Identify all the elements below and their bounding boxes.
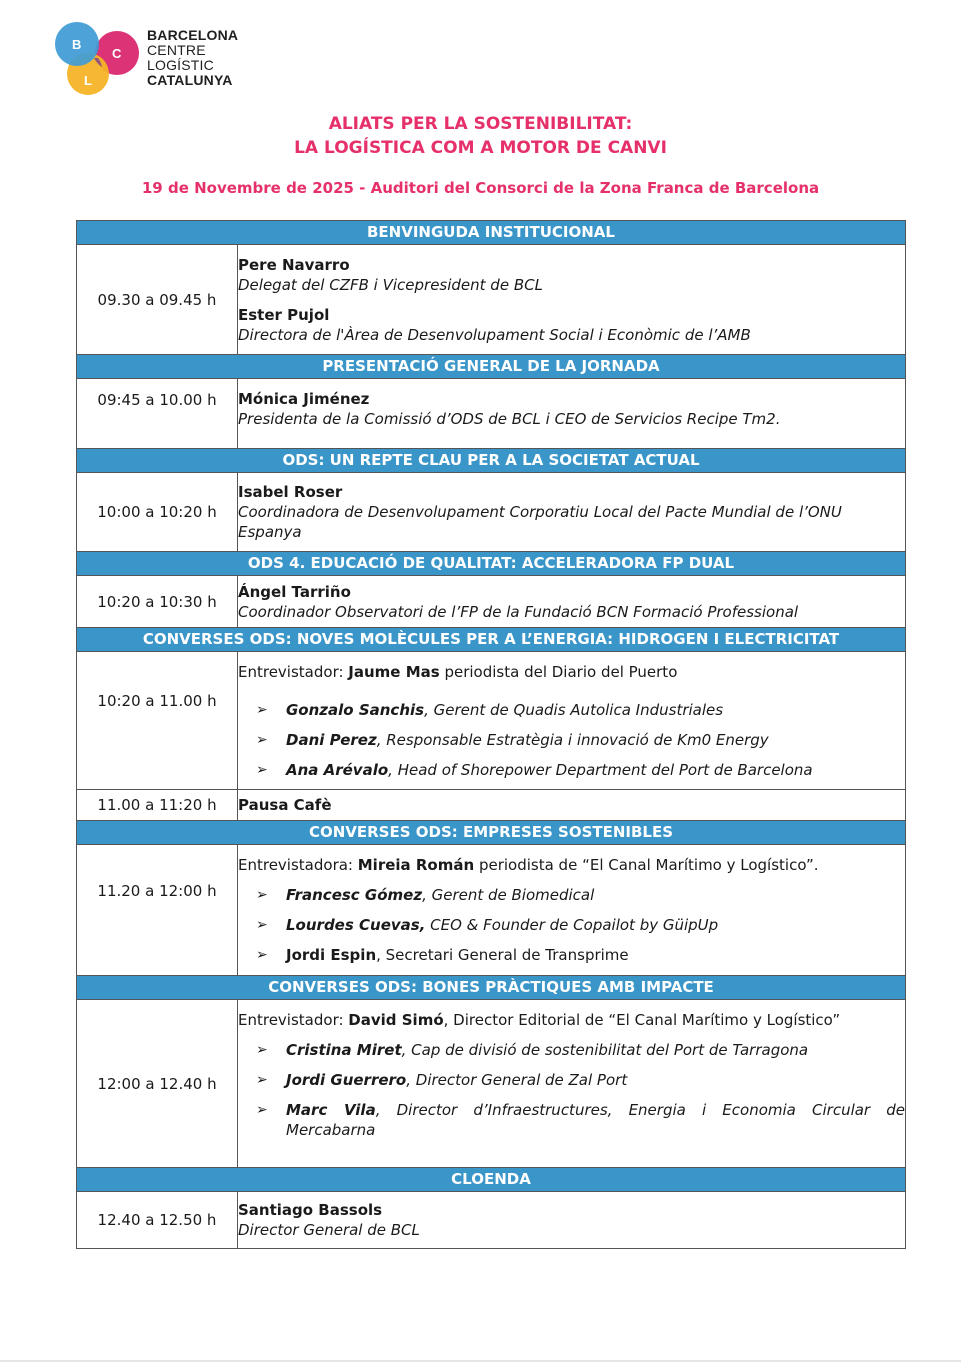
panelist-role: , Director General de Zal Port (406, 1071, 628, 1089)
session-content (238, 1000, 906, 1168)
event-title-line-1: ALIATS PER LA SOSTENIBILITAT: (328, 114, 633, 134)
session-row (77, 652, 906, 790)
session-time: 10:20 a 10:30 h (77, 576, 238, 628)
bcl-logo (50, 22, 250, 102)
panelist-item (256, 885, 905, 905)
session-row (77, 845, 906, 976)
panelist-role: CEO & Founder de Copailot by GüipUp (425, 916, 719, 934)
program-table (76, 220, 906, 1249)
interviewer-name: Mireia Román (357, 856, 475, 874)
panelist-role: , Head of Shorepower Department del Port de Barcelona (388, 761, 813, 779)
session-content (238, 1192, 906, 1249)
interviewer-line (238, 662, 905, 682)
section-header-row (77, 1168, 906, 1192)
section-title-ods4: ODS 4. EDUCACIÓ DE QUALITAT: ACCELERADORA FP DUAL (77, 552, 906, 576)
session-content (238, 845, 906, 976)
speaker-role: Presidenta de la Comissió d’ODS de BCL i CEO de Servicios Recipe Tm2. (238, 410, 781, 428)
panelist-item (256, 760, 905, 780)
session-row (77, 1192, 906, 1249)
arrow-bullet-icon: ➢ (256, 917, 268, 933)
panelist-name: Jordi Espin (286, 946, 377, 964)
event-title-line-2: LA LOGÍSTICA COM A MOTOR DE CANVI (294, 138, 667, 158)
panelist-role: , Secretari General de Transprime (376, 946, 629, 964)
panelist-role: , Director d’Infraestructures, Energia i Economia Circular de Mercabarna (286, 1101, 905, 1139)
session-time: 10:00 a 10:20 h (77, 473, 238, 552)
event-date-venue: 19 de Novembre de 2025 - Auditori del Consorci de la Zona Franca de Barcelona (141, 179, 820, 197)
panelist-item (256, 700, 905, 720)
arrow-bullet-icon: ➢ (256, 1072, 268, 1088)
panelist-name: Gonzalo Sanchis (286, 701, 425, 719)
bcl-logo-circles (50, 22, 145, 102)
interviewer-affiliation: periodista del Diario del Puerto (439, 663, 678, 681)
session-row (77, 473, 906, 552)
session-time: 10:20 a 11.00 h (77, 652, 238, 790)
session-content (238, 473, 906, 552)
session-row (77, 1000, 906, 1168)
interviewer-name: Jaume Mas (348, 663, 440, 681)
logo-letter-c: C (112, 46, 122, 61)
break-time: 11.00 a 11:20 h (77, 790, 238, 821)
break-content (238, 790, 906, 821)
speaker-name: Isabel Roser (238, 483, 343, 501)
section-header-row (77, 628, 906, 652)
section-header-row (77, 355, 906, 379)
speaker-name: Ester Pujol (238, 305, 330, 324)
section-header-row (77, 449, 906, 473)
panelist-role: , Gerent de Quadis Autolica Industriales (424, 701, 724, 719)
arrow-bullet-icon: ➢ (256, 1042, 268, 1058)
speaker-role: Delegat del CZFB i Vicepresident de BCL (238, 275, 543, 294)
panelist-role: , Gerent de Biomedical (422, 886, 595, 904)
session-content (238, 379, 906, 449)
break-row (77, 790, 906, 821)
logo-letter-b: B (72, 37, 82, 52)
section-title-benvinguda: BENVINGUDA INSTITUCIONAL (77, 221, 906, 245)
panelist-name: Ana Arévalo (286, 761, 389, 779)
arrow-bullet-icon: ➢ (256, 947, 268, 963)
panelist-item (256, 730, 905, 750)
arrow-bullet-icon: ➢ (256, 732, 268, 748)
speaker-name: Ángel Tarriño (238, 582, 351, 601)
section-title-empreses-sostenibles: CONVERSES ODS: EMPRESES SOSTENIBLES (77, 821, 906, 845)
speaker-name: Mónica Jiménez (238, 390, 370, 408)
arrow-bullet-icon: ➢ (256, 702, 268, 718)
panelist-name: Francesc Gómez (286, 886, 423, 904)
panelist-name: Marc Vila (286, 1101, 376, 1119)
logo-line-logistic: LOGÍSTIC (147, 57, 214, 73)
panelist-role: , Responsable Estratègia i innovació de Km0 Energy (376, 731, 769, 749)
logo-letter-l: L (84, 73, 92, 88)
session-time: 12:00 a 12.40 h (77, 1000, 238, 1168)
panelist-role: , Cap de divisió de sostenibilitat del Port de Tarragona (401, 1041, 809, 1059)
logo-line-barcelona: BARCELONA (147, 27, 239, 43)
section-header-row (77, 221, 906, 245)
panelist-item (256, 945, 905, 965)
arrow-bullet-icon: ➢ (256, 887, 268, 903)
interviewer-prefix: Entrevistadora: (238, 856, 358, 874)
section-title-bones-practiques: CONVERSES ODS: BONES PRÀCTIQUES AMB IMPACTE (77, 976, 906, 1000)
speaker-role: Director General de BCL (238, 1221, 420, 1239)
arrow-bullet-icon: ➢ (256, 762, 268, 778)
interviewer-affiliation: periodista de “El Canal Marítimo y Logístico”. (474, 856, 819, 874)
speaker-name: Pere Navarro (238, 255, 350, 274)
session-time: 09.30 a 09.45 h (77, 245, 238, 355)
session-content (238, 652, 906, 790)
panelist-name: Dani Perez (286, 731, 377, 749)
interviewer-name: David Simó (348, 1011, 444, 1029)
panelist-name: Cristina Miret (286, 1041, 402, 1059)
panelist-name: Lourdes Cuevas, (286, 916, 426, 934)
section-title-converses-energia: CONVERSES ODS: NOVES MOLÈCULES PER A L’ENERGIA: HIDROGEN I ELECTRICITAT (77, 628, 906, 652)
panelist-item (256, 1100, 905, 1140)
logo-line-centre: CENTRE (147, 42, 206, 58)
speaker-name: Santiago Bassols (238, 1201, 383, 1219)
section-header-row (77, 552, 906, 576)
section-header-row (77, 821, 906, 845)
section-header-row (77, 976, 906, 1000)
interviewer-line (238, 1010, 905, 1030)
panelist-item (256, 1070, 905, 1090)
section-title-cloenda: CLOENDA (77, 1168, 906, 1192)
interviewer-affiliation: , Director Editorial de “El Canal Marítimo y Logístico” (443, 1011, 841, 1029)
session-row (77, 245, 906, 355)
section-title-presentacio: PRESENTACIÓ GENERAL DE LA JORNADA (77, 355, 906, 379)
session-content (238, 576, 906, 628)
session-time: 11.20 a 12:00 h (77, 845, 238, 976)
section-title-ods-repte: ODS: UN REPTE CLAU PER A LA SOCIETAT ACTUAL (77, 449, 906, 473)
speaker-role: Coordinadora de Desenvolupament Corporatiu Local del Pacte Mundial de l’ONU Espanya (238, 503, 842, 541)
arrow-bullet-icon: ➢ (256, 1102, 268, 1118)
interviewer-prefix: Entrevistador: (238, 663, 349, 681)
interviewer-line (238, 855, 905, 875)
panelist-item (256, 1040, 905, 1060)
panelist-item (256, 915, 905, 935)
session-time: 12.40 a 12.50 h (77, 1192, 238, 1249)
interviewer-prefix: Entrevistador: (238, 1011, 349, 1029)
speaker-role: Coordinador Observatori de l’FP de la Fundació BCN Formació Professional (238, 602, 799, 621)
session-row (77, 379, 906, 449)
speaker-role: Directora de l'Àrea de Desenvolupament Social i Econòmic de l’AMB (238, 325, 751, 344)
session-content (238, 245, 906, 355)
break-label: Pausa Cafè (238, 796, 332, 814)
logo-line-catalunya: CATALUNYA (147, 72, 233, 88)
logo-wordmark (147, 28, 238, 88)
session-time: 09:45 a 10.00 h (77, 379, 238, 449)
session-row (77, 576, 906, 628)
panelist-name: Jordi Guerrero (286, 1071, 407, 1089)
